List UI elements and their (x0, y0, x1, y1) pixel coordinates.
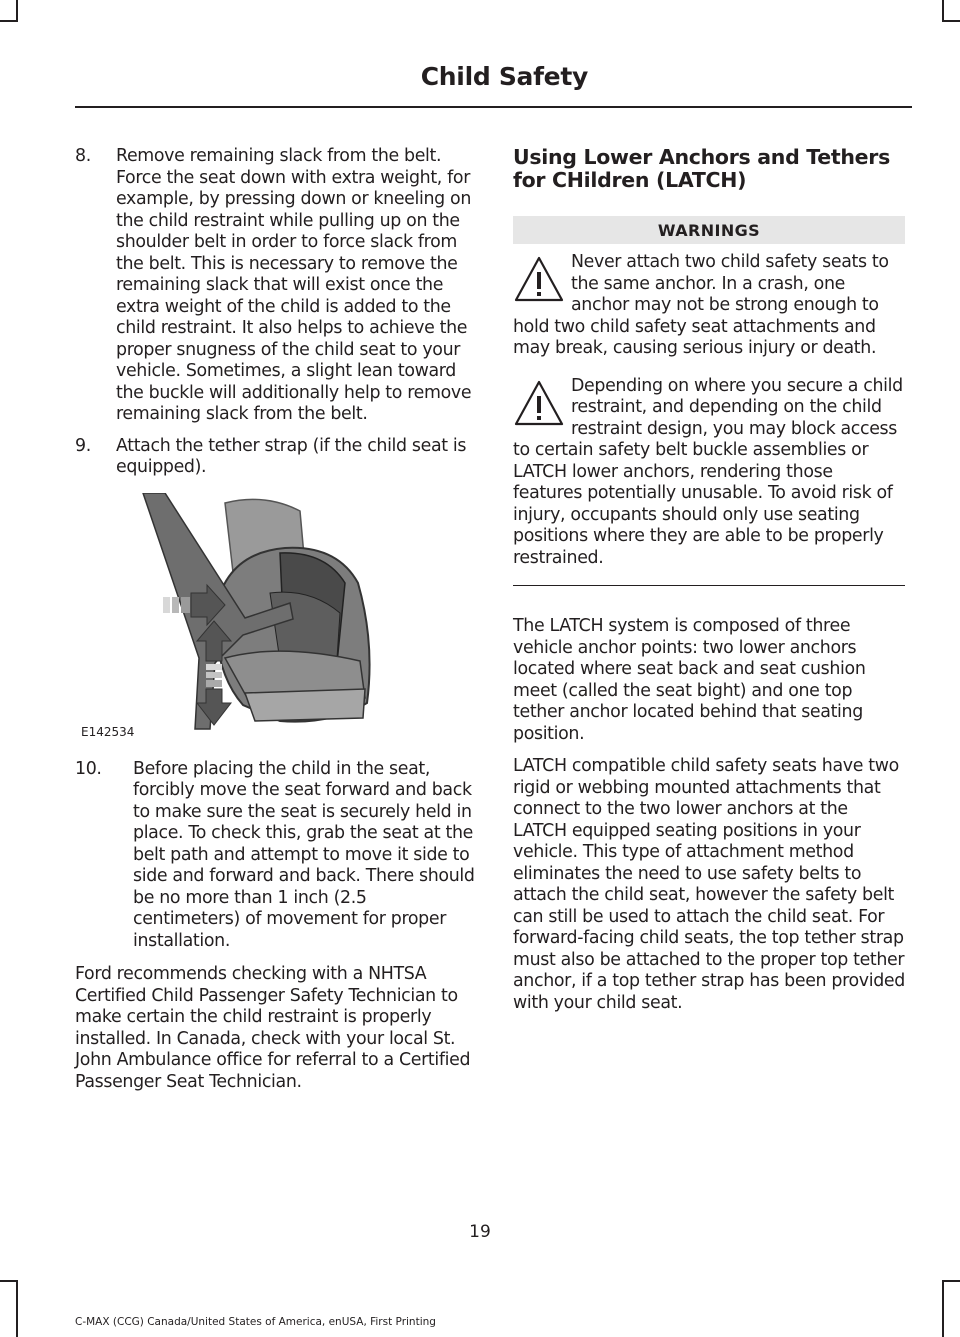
warning-triangle-icon (513, 254, 565, 306)
list-item (75, 146, 475, 426)
list-item (75, 436, 475, 479)
crop-mark (0, 1280, 18, 1282)
body-paragraph: LATCH compatible child safety seats have two rigid or webbing mounted attachments that connect to the two lower anchors at the LATCH equipped seating positions in your vehicle. This type of attachment method eliminates the need to use safety belts to attach the child seat, however the safety belt can still be used to attach the child seat. For forward-facing child seats, the top tether strap must also be attached to the proper top tether anchor, if a top tether strap has been provided with your child seat. (513, 756, 905, 1013)
crop-mark (942, 1280, 944, 1337)
crop-mark (942, 0, 944, 22)
crop-mark (942, 1280, 960, 1282)
step-number: 10. (75, 758, 102, 779)
step-text: Attach the tether strap (if the child seat is equipped). (116, 435, 467, 477)
step-text: Remove remaining slack from the belt. Force the seat down with extra weight, for example, by pressing down or kneeling on the child restraint while pulling up on the shoulder belt in order to force slack from the belt. This is necessary to remove the remaining slack that will exist once the extra weight of the child is added to the child restraint. It also helps to achieve the proper snugness of the child seat to your vehicle. Sometimes, a slight lean toward the buckle will additionally help to remove remaining slack from the belt. (116, 146, 472, 424)
warning-item (513, 376, 905, 570)
figure-code: E142534 (81, 724, 135, 739)
page-number: 19 (469, 1222, 491, 1242)
left-column (75, 146, 475, 1093)
warning-text: Depending on where you secure a child restraint, and depending on the child restraint design, you may block access to certain safety belt buckle assemblies or LATCH lower anchors, rendering those features potentially unusable. To avoid risk of injury, occupants should only use seating positions where they are able to be properly restrained. (513, 375, 903, 568)
crop-mark (0, 20, 18, 22)
footer-text: C-MAX (CCG) Canada/United States of America, enUSA, First Printing (75, 1316, 436, 1328)
warning-triangle-icon (513, 378, 565, 430)
crop-mark (16, 1280, 18, 1337)
child-seat-illustration (75, 493, 475, 743)
warnings-divider (513, 585, 905, 586)
step-text: Before placing the child in the seat, forcibly move the seat forward and back to make sure the seat is securely held in place. To check this, grab the seat at the belt path and attempt to move it side to side and forward and back. There should be no more than 1 inch (2.5 centimeters) of movement for proper installation. (133, 758, 475, 951)
body-paragraph: The LATCH system is composed of three vehicle anchor points: two lower anchors located where seat back and seat cushion meet (called the seat bight) and one top tether anchor located behind that seating position. (513, 616, 866, 744)
warning-text: Never attach two child safety seats to the same anchor. In a crash, one anchor may not be strong enough to hold two child safety seat attachments and may break, causing serious injury or death. (513, 252, 889, 358)
list-item (75, 759, 475, 953)
page-title: Child Safety (420, 62, 588, 91)
step-number: 8. (75, 146, 91, 166)
section-heading: Using Lower Anchors and Tethers for CHildren (LATCH) (513, 145, 890, 192)
header-divider (75, 106, 912, 108)
step-number: 9. (75, 435, 91, 456)
crop-mark (16, 0, 18, 22)
crop-mark (942, 20, 960, 22)
warning-item (513, 252, 905, 360)
warnings-banner: WARNINGS (513, 216, 905, 244)
closing-paragraph: Ford recommends checking with a NHTSA Certified Child Passenger Safety Technician to make certain the child restraint is properly installed. In Canada, check with your local St. John Ambulance office for referral to a Certified Passenger Seat Technician. (75, 964, 471, 1092)
child-seat-drawing (75, 493, 475, 743)
right-column (513, 146, 905, 1025)
